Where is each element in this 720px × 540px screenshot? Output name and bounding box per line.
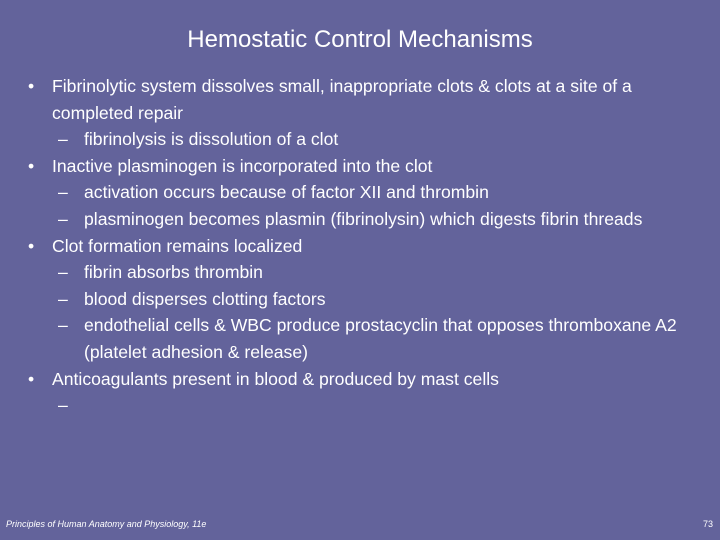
sub-bullet-item — [22, 179, 716, 206]
sub-bullet-item — [22, 259, 716, 286]
sub-bullet-text: plasminogen becomes plasmin (fibrinolysin) which digests fibrin threads — [84, 208, 643, 229]
sub-bullet-text: activation occurs because of factor XII and thrombin — [84, 182, 489, 203]
bullet-marker: • — [28, 368, 35, 389]
bullet-text: Anticoagulants present in blood & produced by mast cells — [52, 368, 499, 389]
bullet-item — [22, 366, 716, 393]
sub-bullet-item — [22, 126, 716, 153]
sub-bullet-item — [22, 312, 716, 365]
bullet-text: Clot formation remains localized — [52, 235, 303, 256]
dash-marker: – — [58, 208, 68, 229]
sub-bullet-text: blood disperses clotting factors — [84, 288, 326, 309]
dash-marker: – — [58, 129, 68, 150]
sub-bullet-text: fibrinolysis is dissolution of a clot — [84, 129, 339, 150]
bullet-item — [22, 153, 716, 180]
dash-marker: – — [58, 288, 68, 309]
bullet-item — [22, 233, 716, 260]
dash-marker: – — [58, 182, 68, 203]
dash-marker: – — [58, 395, 68, 416]
dash-marker: – — [58, 315, 68, 336]
sub-bullet-item — [22, 206, 716, 233]
bullet-marker: • — [28, 235, 35, 256]
bullet-text: Fibrinolytic system dissolves small, inappropriate clots & clots at a site of a completed repair — [52, 76, 632, 123]
bullet-list — [22, 73, 716, 416]
page-number: 73 — [702, 519, 713, 529]
bullet-text: Inactive plasminogen is incorporated into the clot — [52, 155, 433, 176]
footer-book-title: Principles of Human Anatomy and Physiology, 11e — [6, 519, 207, 529]
slide-title: Hemostatic Control Mechanisms — [187, 26, 533, 53]
dash-marker: – — [58, 262, 68, 283]
sub-bullet-text: endothelial cells & WBC produce prostacyclin that opposes thromboxane A2 (platelet adhesion & release) — [84, 315, 677, 362]
bullet-marker: • — [28, 76, 35, 96]
sub-bullet-item — [22, 286, 716, 313]
bullet-marker: • — [28, 155, 35, 176]
bullet-item — [22, 73, 716, 126]
sub-bullet-text: fibrin absorbs thrombin — [84, 262, 263, 283]
